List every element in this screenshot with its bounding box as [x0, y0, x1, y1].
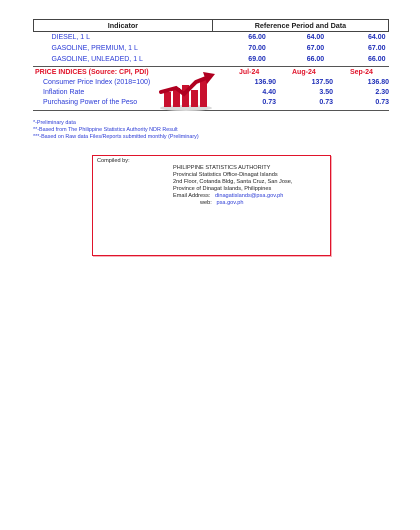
month-label: Sep-24 [350, 69, 373, 76]
header-indicator: Indicator [34, 20, 213, 32]
cell-value: 136.90 [254, 79, 276, 86]
row-label: Inflation Rate [43, 89, 85, 96]
fuel-price-table [33, 19, 389, 65]
row-label: DIESEL, 1 L [51, 34, 91, 41]
cell-value: 64.00 [306, 34, 325, 41]
table-row [34, 32, 389, 44]
cell-value: 137.50 [311, 79, 333, 86]
table-row [34, 54, 389, 65]
row-label: GASOLINE, UNLEADED, 1 L [51, 56, 143, 63]
email-link[interactable]: dinagatislands@psa.gov.ph [214, 193, 284, 199]
month-label: Jul-24 [239, 69, 260, 76]
row-label: Purchasing Power of the Peso [43, 99, 138, 106]
web-line [200, 200, 243, 206]
cell-value: 69.00 [248, 56, 266, 63]
footnote: *-Preliminary data [33, 120, 76, 126]
email-line [173, 193, 283, 199]
cell-value: 3.50 [319, 89, 333, 96]
footnote: ***-Based on Raw data Files/Reports submitted monthly (Preliminary) [33, 134, 199, 140]
org-name: PHILIPPINE STATISTICS AUTHORITY [173, 165, 271, 171]
rising-bar-chart-icon [158, 68, 218, 112]
cell-value: 0.73 [262, 99, 276, 106]
cell-value: 136.80 [367, 79, 389, 86]
cell-value: 70.00 [248, 45, 266, 52]
cell-value: 66.00 [367, 56, 386, 63]
divider [33, 66, 389, 67]
cell-value: 0.73 [319, 99, 333, 106]
compiled-by-box [92, 155, 331, 256]
address-line: 2nd Floor, Cotanda Bldg, Santa Cruz, San Jose, [173, 179, 293, 185]
cell-value: 4.40 [262, 89, 276, 96]
footnotes [33, 120, 199, 141]
compiled-label: Compiled by: [97, 158, 130, 164]
web-label: web: [200, 200, 212, 206]
header-reference-period: Reference Period and Data [212, 20, 388, 32]
cell-value: 2.30 [375, 89, 389, 96]
table-row [34, 43, 389, 54]
cell-value: 64.00 [367, 34, 386, 41]
cell-value: 67.00 [306, 45, 325, 52]
month-label: Aug-24 [292, 69, 316, 76]
address-line: Province of Dinagat Islands, Philippines [173, 186, 272, 192]
row-label: Consumer Price Index (2018=100) [43, 79, 151, 86]
price-indices-title: PRICE INDICES (Source: CPI, PDI) [35, 69, 149, 76]
email-label: Email Address: [173, 193, 211, 199]
row-label: GASOLINE, PREMIUM, 1 L [51, 45, 138, 52]
cell-value: 0.73 [375, 99, 389, 106]
cell-value: 66.00 [248, 34, 266, 41]
office-name: Provincial Statistics Office-Dinagat Islands [173, 172, 278, 178]
footnote: **-Based from The Philippine Statistics Authority NDR Result [33, 127, 178, 133]
cell-value: 66.00 [306, 56, 325, 63]
cell-value: 67.00 [367, 45, 386, 52]
web-link[interactable]: psa.gov.ph [216, 200, 244, 206]
